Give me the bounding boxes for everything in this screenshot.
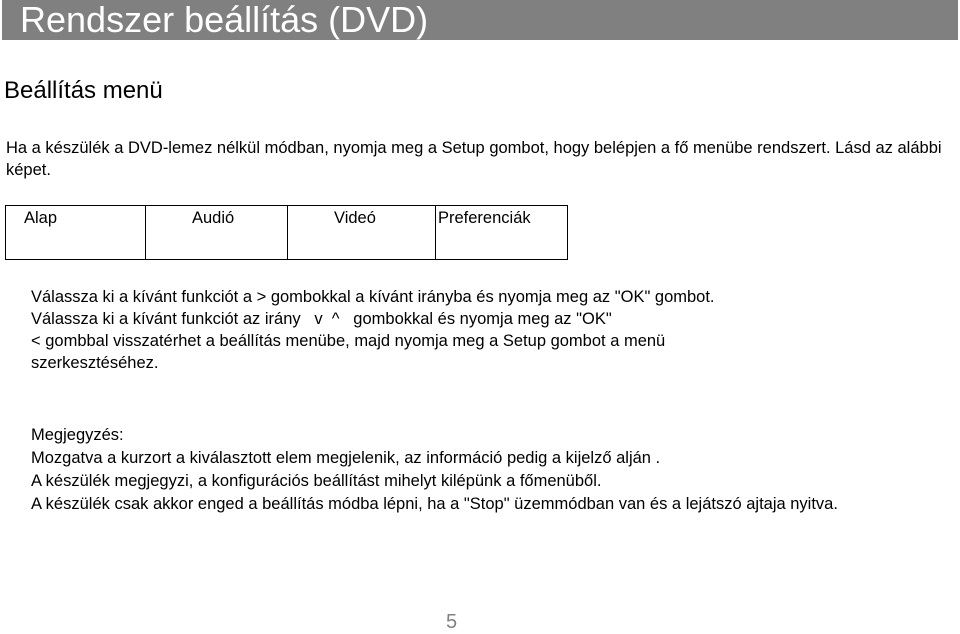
page-title: Rendszer beállítás (DVD) [2, 0, 958, 40]
note-line: Mozgatva a kurzort a kiválasztott elem megjelenik, az információ pedig a kijelző alján . [31, 449, 661, 467]
instruction-line: Válassza ki a kívánt funkciót az irány v ^ gombokkal és nyomja meg az "OK" [31, 310, 612, 328]
intro-paragraph: Ha a készülék a DVD-lemez nélkül módban, nyomja meg a Setup gombot, hogy belépjen a fő menübe rendszert. Lásd az alábbi képet. [6, 139, 942, 179]
menu-tab-label: Alap [24, 209, 58, 227]
instruction-line: < gombbal visszatérhet a beállítás menübe, majd nyomja meg a Setup gombot a menü [31, 332, 666, 350]
menu-tab-label: Preferenciák [438, 209, 531, 227]
note-section [31, 424, 941, 516]
setup-menu-illustration [5, 205, 568, 260]
note-heading: Megjegyzés: [31, 426, 124, 444]
menu-tab-preferences [435, 206, 567, 259]
menu-tab-audio [145, 206, 287, 259]
instruction-line: szerkesztéséhez. [31, 354, 159, 372]
page-number: 5 [446, 611, 458, 633]
menu-tab-alap [6, 206, 145, 259]
section-heading: Beállítás menü [4, 77, 163, 104]
note-line: A készülék csak akkor enged a beállítás módba lépni, ha a "Stop" üzemmódban van és a lejátszó ajtaja nyitva. [31, 495, 838, 513]
menu-tab-label: Audió [192, 209, 235, 227]
instruction-line: Válassza ki a kívánt funkciót a > gombokkal a kívánt irányba és nyomja meg az "OK" gombot. [31, 288, 715, 306]
instructions-paragraph [31, 286, 931, 374]
menu-tab-label: Videó [334, 209, 376, 227]
menu-tab-video [287, 206, 435, 259]
note-line: A készülék megjegyzi, a konfigurációs beállítást mihelyt kilépünk a főmenüből. [31, 472, 602, 490]
